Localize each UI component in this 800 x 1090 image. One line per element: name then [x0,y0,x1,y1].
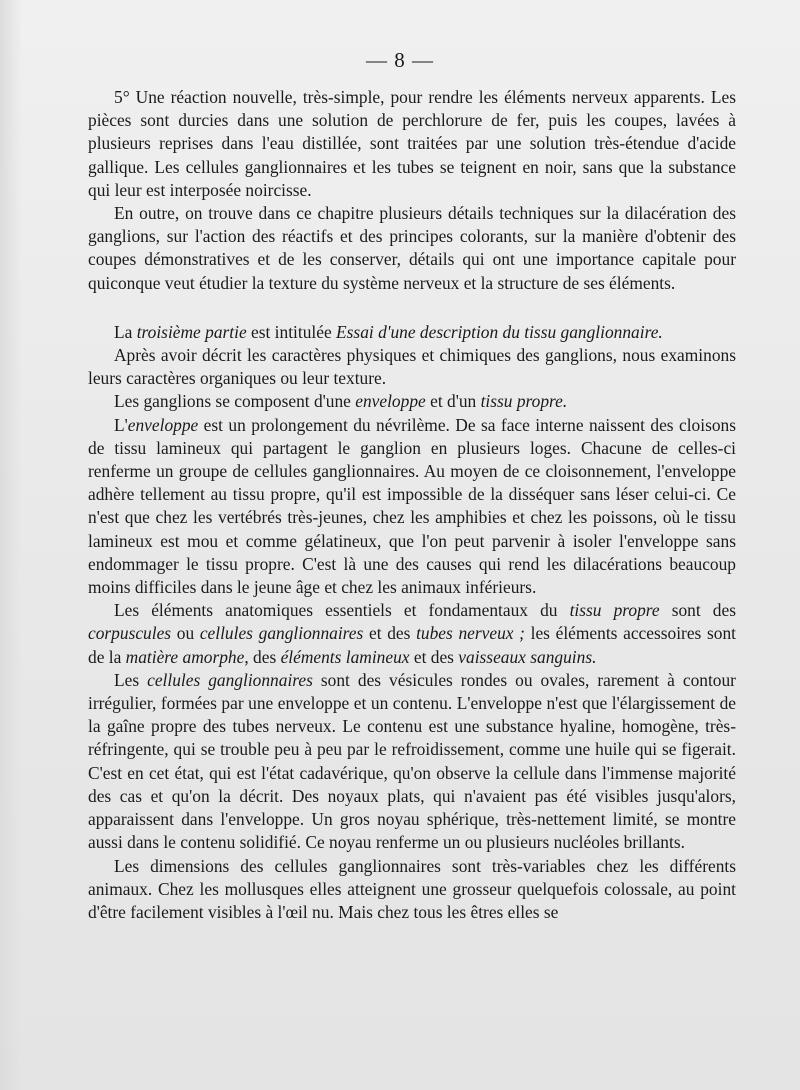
text-run: Les [114,669,148,690]
paragraph-p6 [88,414,736,600]
paragraph-p7 [88,599,736,669]
italic-term: enveloppe [127,414,199,435]
italic-term: corpuscules [88,623,172,644]
text-run: 5° Une réaction nouvelle, très-simple, pour rendre les éléments nerveux apparents. Les pièces sont durcies dans une solution de perchlorure de fer, puis les coupes, lavées à plusieurs reprises dans l'eau distillée, sont traitées par une solution très-étendue d'acide gallique. Les cellules ganglionnaires et les tubes se teignent en noir, sans que la substance qui leur est interposée noircisse. [88,87,736,200]
body-text [88,86,736,924]
paragraph-p4 [88,344,736,390]
italic-term: tissu propre. [480,391,568,412]
text-run: ou [171,623,200,644]
paragraph-p2 [88,202,736,295]
text-run: et d'un [425,391,481,412]
paragraph-p5 [88,390,736,413]
paragraph-p1 [88,86,736,202]
italic-term: matière amorphe [125,646,245,667]
text-run: sont des vésicules rondes ou ovales, rarement à contour irrégulier, formées par une enveloppe et un contenu. L'enveloppe n'est que l'élargissement de la gaîne propre des tubes nerveux. Le contenu est une substance hyaline, homogène, très-réfringente, qui se trouble peu à peu par le refroidissement, comme une huile qui se figerait. C'est en cet état, qui est l'état cadavérique, qu'on observe la cellule dans l'immense majorité des cas et qu'on la décrit. Des noyaux plats, qui n'avaient pas été visibles jusqu'alors, apparaissent dans l'enveloppe. Un gros noyau sphérique, très-nettement limité, se montre aussi dans le contenu solidifié. Ce noyau renferme un ou plusieurs nucléoles brillants. [88,669,736,853]
text-run: et des [409,646,459,667]
italic-term: tissu propre [569,600,660,621]
italic-term: Essai d'une description du tissu ganglionnaire. [336,321,663,342]
paragraph-p3 [88,321,736,344]
text-run: les éléments accessoires sont de la [88,623,736,667]
italic-term: cellules ganglionnaires [147,669,313,690]
page-number: — 8 — [366,48,434,72]
text-run: et des [363,623,417,644]
text-run: est un prolongement du névrilème. De sa face interne naissent des cloisons de tissu lamineux qui partagent le ganglion en plusieurs loges. Chacune de celles-ci renferme un groupe de cellules ganglionnaires. Au moyen de ce cloisonnement, l'enveloppe adhère tellement au tissu propre, qu'il est impossible de la disséquer sans léser celui-ci. Ce n'est que chez les vertébrés très-jeunes, chez les amphibies et chez les poissons, où le tissu lamineux est mou et comme gélatineux, que l'on peut parvenir à isoler l'enveloppe sans endommager le tissu propre. C'est là une des causes qui rend les dilacérations beaucoup moins difficiles dans le jeune âge et chez les animaux inférieurs. [88,414,736,598]
italic-term: enveloppe [355,391,426,412]
text-run: L' [114,414,128,435]
text-run: sont des [659,600,736,621]
text-run: En outre, on trouve dans ce chapitre plusieurs détails techniques sur la dilacération des ganglions, sur l'action des réactifs et des principes colorants, sur la manière d'obtenir des coupes démonstratives et de les conserver, détails qui ont une importance capitale pour quiconque veut étudier la texture du système nerveux et la structure de ses éléments. [88,203,736,293]
paragraph-p9 [88,855,736,925]
text-run: Après avoir décrit les caractères physiques et chimiques des ganglions, nous examinons leurs caractères organiques ou leur texture. [88,345,736,389]
italic-term: cellules ganglionnaires [199,623,364,644]
italic-term: vaisseaux sanguins. [458,646,597,667]
italic-term: éléments lamineux [280,646,410,667]
text-run: , des [244,646,281,667]
text-run: La [114,321,137,342]
text-run: Les ganglions se composent d'une [114,391,356,412]
text-run: Les éléments anatomiques essentiels et fondamentaux du [114,600,570,621]
text-run: est intitulée [246,321,337,342]
italic-term: troisième partie [136,321,247,342]
italic-term: tubes nerveux ; [416,623,525,644]
text-run: Les dimensions des cellules ganglionnaires sont très-variables chez les différents animaux. Chez les mollusques elles atteignent une grosseur quelquefois colossale, au point d'être facilement visibles à l'œil nu. Mais chez tous les êtres elles se [88,855,736,922]
paragraph-p8 [88,669,736,855]
